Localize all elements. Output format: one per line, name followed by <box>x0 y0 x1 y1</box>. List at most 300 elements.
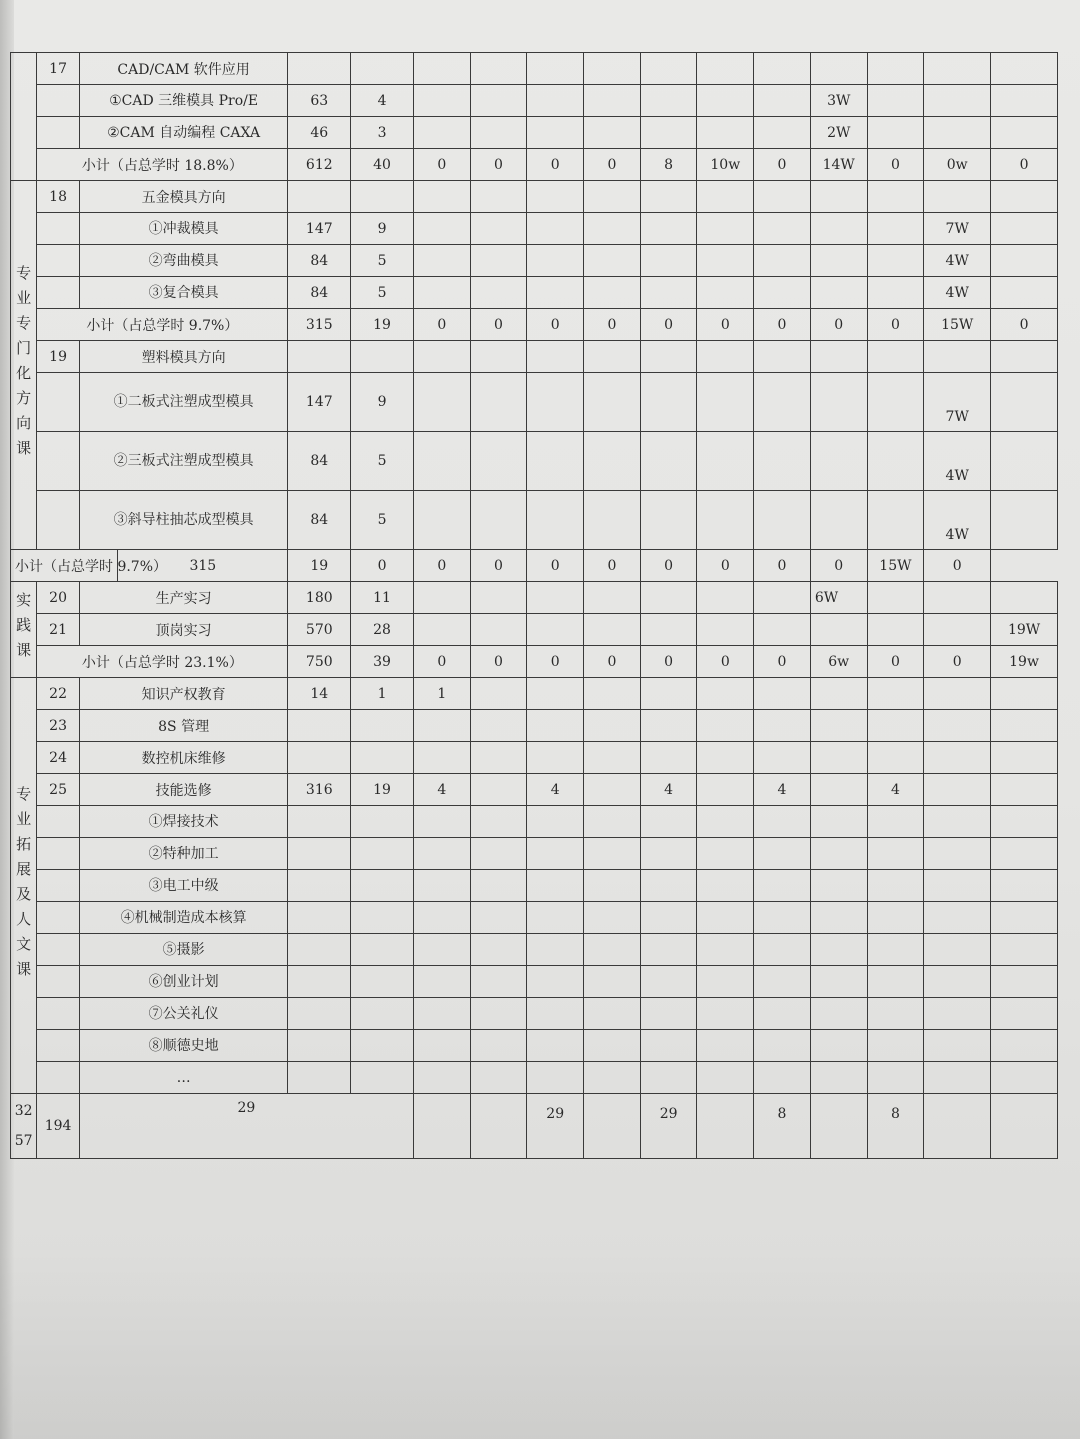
week-cell-s9 <box>810 966 867 998</box>
week-cell-s3 <box>527 1062 584 1094</box>
week-cell-s1 <box>413 1030 470 1062</box>
week-cell-s6 <box>697 966 754 998</box>
week-cell-s6 <box>697 806 754 838</box>
week-cell-s6 <box>697 432 754 491</box>
week-cell-s4 <box>584 742 641 774</box>
week-cell-s7 <box>754 181 811 213</box>
week-cell-s4: 0 <box>584 309 641 341</box>
week-cell-s9 <box>810 181 867 213</box>
week-cell-s10: 0 <box>867 309 924 341</box>
week-cell-s1: 4 <box>413 774 470 806</box>
week-cell-s10: 0 <box>867 646 924 678</box>
week-cell-s2 <box>470 614 527 646</box>
week-cell-s6 <box>697 491 754 550</box>
week-cell-s6 <box>697 902 754 934</box>
week-cell-s9 <box>810 432 867 491</box>
week-cell-s3 <box>527 491 584 550</box>
week-cell-s4 <box>584 806 641 838</box>
week-cell-s12: 0 <box>991 149 1058 181</box>
week-cell-s11: 4W <box>924 491 991 550</box>
week-cell-s3: 0 <box>527 309 584 341</box>
week-cell-s1: 0 <box>351 550 414 582</box>
week-cell-s11 <box>924 341 991 373</box>
week-cell-s11: 7W <box>924 373 991 432</box>
week-cell-s6 <box>697 53 754 85</box>
course-subitem: ⑥创业计划 <box>79 966 288 998</box>
table-row <box>11 1062 1058 1094</box>
week-cell-s3 <box>527 1030 584 1062</box>
week-cell-s9: 2W <box>810 117 867 149</box>
week-cell-s9 <box>810 710 867 742</box>
blank-cell <box>37 934 80 966</box>
hours-cell: 612 <box>288 149 351 181</box>
hours-cell <box>288 181 351 213</box>
week-cell-s9 <box>810 934 867 966</box>
week-cell-s5 <box>640 998 697 1030</box>
course-subitem: ④机械制造成本核算 <box>79 902 288 934</box>
week-cell-s11 <box>924 806 991 838</box>
week-cell-s4 <box>584 678 641 710</box>
week-cell-s2 <box>470 806 527 838</box>
week-cell-s5: 8 <box>640 149 697 181</box>
week-cell-s7 <box>754 582 811 614</box>
week-cell-s1 <box>413 341 470 373</box>
course-name: 技能选修 <box>79 774 288 806</box>
hours-cell: 46 <box>288 117 351 149</box>
week-cell-s9 <box>810 491 867 550</box>
week-cell-s12: 19W <box>991 614 1058 646</box>
week-cell-s3 <box>527 582 584 614</box>
week-cell-s10 <box>867 998 924 1030</box>
credits-cell <box>351 1030 414 1062</box>
week-cell-s12 <box>991 934 1058 966</box>
credits-cell: 39 <box>351 646 414 678</box>
week-cell-s7 <box>754 213 811 245</box>
week-cell-s6: 10w <box>697 149 754 181</box>
week-cell-s6 <box>697 373 754 432</box>
week-cell-s5 <box>640 1062 697 1094</box>
week-cell-s10 <box>867 341 924 373</box>
week-cell-s4 <box>584 774 641 806</box>
week-cell-s9: 14W <box>810 149 867 181</box>
week-cell-s9 <box>810 870 867 902</box>
credits-cell: 5 <box>351 491 414 550</box>
hours-cell: 84 <box>288 245 351 277</box>
table-row <box>11 742 1058 774</box>
hours-cell <box>288 1062 351 1094</box>
total-week-s7: 8 <box>754 1094 811 1159</box>
week-cell-s5: 4 <box>640 774 697 806</box>
week-cell-s5 <box>640 966 697 998</box>
week-cell-s9 <box>810 774 867 806</box>
week-cell-s4: 0 <box>527 550 584 582</box>
course-subitem: ②CAM 自动编程 CAXA <box>79 117 288 149</box>
week-cell-s7 <box>754 806 811 838</box>
week-cell-s12 <box>991 742 1058 774</box>
week-cell-s11: 0w <box>924 149 991 181</box>
table-row <box>11 277 1058 309</box>
week-cell-s4 <box>584 870 641 902</box>
week-cell-s9 <box>810 213 867 245</box>
credits-cell: 9 <box>351 213 414 245</box>
week-cell-s11 <box>924 1062 991 1094</box>
week-cell-s4 <box>584 998 641 1030</box>
week-cell-s4 <box>584 341 641 373</box>
week-cell-s3 <box>527 678 584 710</box>
category-cell: 专业拓展及人文课 <box>11 678 37 1094</box>
week-cell-s6 <box>697 1062 754 1094</box>
credits-cell <box>351 966 414 998</box>
blank-cell <box>37 277 80 309</box>
week-cell-s9 <box>810 1030 867 1062</box>
table-row <box>11 870 1058 902</box>
week-cell-s3 <box>527 181 584 213</box>
week-cell-s12 <box>991 245 1058 277</box>
hours-cell: 84 <box>288 277 351 309</box>
week-cell-s3 <box>527 934 584 966</box>
week-cell-s4 <box>584 245 641 277</box>
week-cell-s6: 0 <box>640 550 697 582</box>
week-cell-s12 <box>991 341 1058 373</box>
total-week-s2 <box>470 1094 527 1159</box>
week-cell-s1 <box>413 582 470 614</box>
week-cell-s9 <box>810 742 867 774</box>
week-cell-s12 <box>991 373 1058 432</box>
week-cell-s10 <box>867 245 924 277</box>
week-cell-s11 <box>924 998 991 1030</box>
week-cell-s7 <box>754 85 811 117</box>
week-cell-s6: 0 <box>697 309 754 341</box>
week-cell-s1 <box>413 491 470 550</box>
week-cell-s4 <box>584 710 641 742</box>
week-cell-s5 <box>640 934 697 966</box>
week-cell-s3 <box>527 614 584 646</box>
week-cell-s12 <box>991 870 1058 902</box>
hours-cell: 180 <box>288 582 351 614</box>
hours-cell <box>288 710 351 742</box>
credits-cell <box>351 934 414 966</box>
week-cell-s9 <box>810 902 867 934</box>
week-cell-s4 <box>584 53 641 85</box>
week-cell-s5: 0 <box>640 646 697 678</box>
week-cell-s10 <box>867 806 924 838</box>
week-cell-s2 <box>470 710 527 742</box>
blank-cell <box>37 902 80 934</box>
week-cell-s1 <box>413 934 470 966</box>
week-cell-s7 <box>754 491 811 550</box>
table-row <box>11 998 1058 1030</box>
blank-cell <box>37 85 80 117</box>
week-cell-s2 <box>470 870 527 902</box>
course-subitem: ①CAD 三维模具 Pro/E <box>79 85 288 117</box>
credits-cell: 5 <box>351 432 414 491</box>
week-cell-s4 <box>584 614 641 646</box>
week-cell-s10 <box>867 678 924 710</box>
table-row <box>11 432 1058 491</box>
course-number: 23 <box>37 710 80 742</box>
week-cell-s5 <box>640 838 697 870</box>
week-cell-s7 <box>754 53 811 85</box>
table-row <box>11 710 1058 742</box>
table-row <box>11 213 1058 245</box>
total-week-s9 <box>810 1094 867 1159</box>
week-cell-s2 <box>470 934 527 966</box>
week-cell-s10 <box>867 710 924 742</box>
week-cell-s1: 0 <box>413 646 470 678</box>
week-cell-s1 <box>413 838 470 870</box>
week-cell-s2 <box>470 213 527 245</box>
week-cell-s5: 0 <box>584 550 641 582</box>
table-row <box>11 1030 1058 1062</box>
week-cell-s10 <box>867 117 924 149</box>
week-cell-s12 <box>991 117 1058 149</box>
week-cell-s6 <box>697 245 754 277</box>
blank-cell <box>37 998 80 1030</box>
week-cell-s3: 0 <box>527 646 584 678</box>
credits-cell <box>351 181 414 213</box>
hours-cell <box>288 934 351 966</box>
week-cell-s2 <box>470 341 527 373</box>
week-cell-s3 <box>527 742 584 774</box>
week-cell-s4 <box>584 1062 641 1094</box>
blank-cell <box>37 245 80 277</box>
week-cell-s1 <box>413 806 470 838</box>
week-cell-s5 <box>640 742 697 774</box>
week-cell-s9: 6w <box>810 646 867 678</box>
week-cell-s5: 0 <box>640 309 697 341</box>
week-cell-s9: 0 <box>754 550 811 582</box>
week-cell-s6 <box>697 998 754 1030</box>
table-row <box>11 181 1058 213</box>
week-cell-s7 <box>754 678 811 710</box>
week-cell-s11 <box>924 117 991 149</box>
week-cell-s4 <box>584 117 641 149</box>
hours-cell: 316 <box>288 774 351 806</box>
week-cell-s1 <box>413 966 470 998</box>
hours-cell: 63 <box>288 85 351 117</box>
blank-cell <box>37 838 80 870</box>
week-cell-s3 <box>527 902 584 934</box>
week-cell-s1 <box>413 614 470 646</box>
week-cell-s1 <box>413 870 470 902</box>
week-cell-s11: 4W <box>924 432 991 491</box>
blank-cell <box>37 1062 80 1094</box>
total-week-s5: 29 <box>640 1094 697 1159</box>
table-row <box>11 678 1058 710</box>
week-cell-s6 <box>697 838 754 870</box>
course-subitem: ③复合模具 <box>79 277 288 309</box>
week-cell-s2 <box>470 53 527 85</box>
table-row <box>11 934 1058 966</box>
week-cell-s5 <box>640 582 697 614</box>
week-cell-s11 <box>924 614 991 646</box>
week-cell-s5 <box>640 902 697 934</box>
week-cell-s7 <box>754 710 811 742</box>
week-cell-s1: 0 <box>413 309 470 341</box>
hours-cell: 14 <box>288 678 351 710</box>
week-cell-s11: 4W <box>924 277 991 309</box>
week-cell-s2 <box>470 85 527 117</box>
total-mid: 29 <box>79 1094 413 1159</box>
hours-cell <box>288 998 351 1030</box>
table-row <box>11 550 1058 582</box>
week-cell-s7 <box>754 373 811 432</box>
credits-cell <box>351 341 414 373</box>
week-cell-s11 <box>924 742 991 774</box>
course-subitem: ⑧顺德史地 <box>79 1030 288 1062</box>
credits-cell <box>351 838 414 870</box>
week-cell-s12 <box>991 1030 1058 1062</box>
week-cell-s12 <box>991 277 1058 309</box>
table-row <box>11 85 1058 117</box>
course-name: CAD/CAM 软件应用 <box>79 53 288 85</box>
week-cell-s5 <box>640 710 697 742</box>
blank-cell <box>37 117 80 149</box>
week-cell-s3 <box>527 85 584 117</box>
week-cell-s7 <box>754 1030 811 1062</box>
week-cell-s10 <box>867 85 924 117</box>
week-cell-s9 <box>810 806 867 838</box>
week-cell-s10 <box>867 838 924 870</box>
week-cell-s3: 0 <box>470 550 527 582</box>
credits-cell <box>351 710 414 742</box>
course-name: 塑料模具方向 <box>79 341 288 373</box>
week-cell-s11 <box>924 582 991 614</box>
week-cell-s4 <box>584 432 641 491</box>
week-cell-s5 <box>640 678 697 710</box>
subtotal-label: 小计（占总学时 9.7%） <box>11 550 118 582</box>
week-cell-s11 <box>924 53 991 85</box>
week-cell-s6 <box>697 181 754 213</box>
week-cell-s9 <box>810 1062 867 1094</box>
credits-cell <box>351 998 414 1030</box>
week-cell-s6 <box>697 774 754 806</box>
week-cell-s6 <box>697 742 754 774</box>
week-cell-s2 <box>470 432 527 491</box>
week-cell-s2 <box>470 1030 527 1062</box>
week-cell-s10 <box>867 181 924 213</box>
course-number: 20 <box>37 582 80 614</box>
blank-cell <box>37 1030 80 1062</box>
week-cell-s10 <box>867 742 924 774</box>
week-cell-s4 <box>584 491 641 550</box>
week-cell-s7: 0 <box>697 550 754 582</box>
credits-cell <box>351 806 414 838</box>
week-cell-s2: 0 <box>470 646 527 678</box>
course-number: 22 <box>37 678 80 710</box>
week-cell-s5 <box>640 245 697 277</box>
week-cell-s2 <box>470 678 527 710</box>
week-cell-s2 <box>470 902 527 934</box>
week-cell-s3 <box>527 117 584 149</box>
week-cell-s11 <box>924 934 991 966</box>
credits-cell: 9 <box>351 373 414 432</box>
course-subitem: ①冲裁模具 <box>79 213 288 245</box>
week-cell-s2 <box>470 1062 527 1094</box>
week-cell-s4 <box>584 582 641 614</box>
week-cell-s12 <box>991 966 1058 998</box>
week-cell-s5 <box>640 373 697 432</box>
blank-cell <box>37 806 80 838</box>
total-credits: 194 <box>37 1094 80 1159</box>
credits-cell: 11 <box>351 582 414 614</box>
week-cell-s6 <box>697 213 754 245</box>
category-cell-top <box>11 53 37 181</box>
course-subitem: ③斜导柱抽芯成型模具 <box>79 491 288 550</box>
week-cell-s11 <box>924 181 991 213</box>
week-cell-s2 <box>470 742 527 774</box>
total-week-s1 <box>413 1094 470 1159</box>
table-row <box>11 646 1058 678</box>
credits-cell: 19 <box>351 774 414 806</box>
course-number: 25 <box>37 774 80 806</box>
week-cell-s1 <box>413 902 470 934</box>
table-row <box>11 614 1058 646</box>
week-cell-s4 <box>584 277 641 309</box>
week-cell-s10 <box>867 902 924 934</box>
page-shadow <box>0 1250 1080 1439</box>
week-cell-s11 <box>924 678 991 710</box>
week-cell-s10 <box>867 934 924 966</box>
hours-cell <box>288 53 351 85</box>
week-cell-s5 <box>640 614 697 646</box>
week-cell-s12 <box>991 902 1058 934</box>
week-cell-s9 <box>810 614 867 646</box>
subtotal-label: 小计（占总学时 23.1%） <box>37 646 288 678</box>
credits-cell <box>351 1062 414 1094</box>
week-cell-s7 <box>754 245 811 277</box>
credits-cell: 4 <box>351 85 414 117</box>
course-subitem: ②特种加工 <box>79 838 288 870</box>
week-cell-s2: 0 <box>470 149 527 181</box>
week-cell-s7 <box>754 966 811 998</box>
week-cell-s12 <box>991 213 1058 245</box>
week-cell-s4 <box>584 1030 641 1062</box>
total-week-s4 <box>584 1094 641 1159</box>
table-row <box>11 149 1058 181</box>
credits-cell <box>351 902 414 934</box>
week-cell-s10 <box>867 373 924 432</box>
week-cell-s4 <box>584 181 641 213</box>
week-cell-s7 <box>754 902 811 934</box>
week-cell-s11 <box>924 838 991 870</box>
total-week-s3: 29 <box>527 1094 584 1159</box>
hours-cell: 147 <box>288 373 351 432</box>
week-cell-s1: 0 <box>413 149 470 181</box>
credits-cell: 40 <box>351 149 414 181</box>
week-cell-s2 <box>470 491 527 550</box>
week-cell-s5 <box>640 1030 697 1062</box>
week-cell-s5 <box>640 85 697 117</box>
week-cell-s6 <box>697 1030 754 1062</box>
week-cell-s2 <box>470 373 527 432</box>
course-number: 19 <box>37 341 80 373</box>
week-cell-s11 <box>924 966 991 998</box>
week-cell-s4 <box>584 213 641 245</box>
week-cell-s7 <box>754 432 811 491</box>
week-cell-s6 <box>697 710 754 742</box>
subtotal-label: 小计（占总学时 9.7%） <box>37 309 288 341</box>
week-cell-s10 <box>867 491 924 550</box>
week-cell-s12 <box>991 432 1058 491</box>
credits-cell: 5 <box>351 245 414 277</box>
week-cell-s12 <box>991 710 1058 742</box>
week-cell-s3 <box>527 870 584 902</box>
table-row <box>11 902 1058 934</box>
week-cell-s6 <box>697 678 754 710</box>
week-cell-s7: 0 <box>754 309 811 341</box>
course-subitem: ⑦公关礼仪 <box>79 998 288 1030</box>
